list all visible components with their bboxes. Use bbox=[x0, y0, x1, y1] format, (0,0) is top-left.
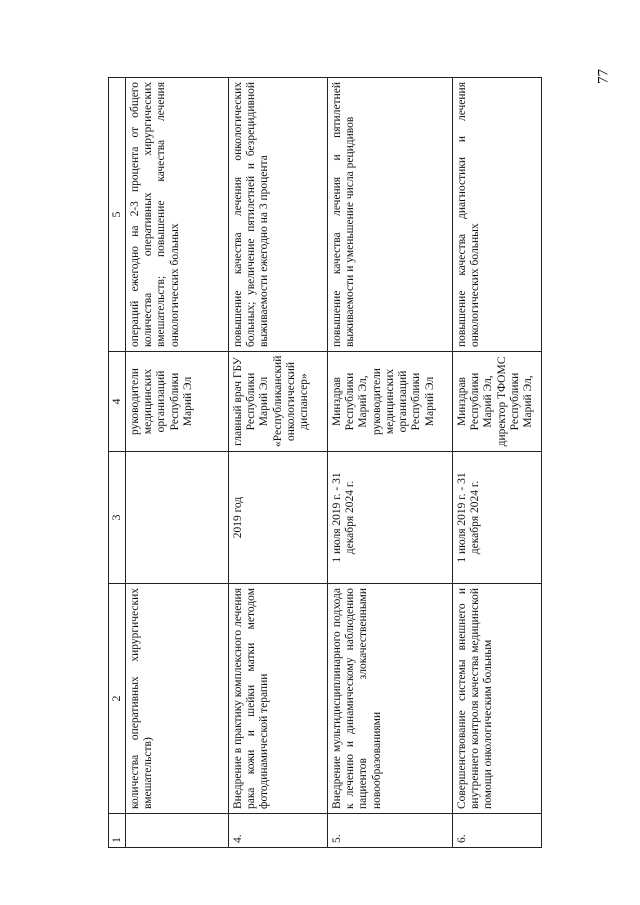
term-cell bbox=[126, 452, 229, 584]
table-row bbox=[328, 78, 453, 848]
responsible-cell: Минздрав Республики Марий Эл, руководители медицинских организаций Республики Марий Эл bbox=[328, 352, 453, 452]
activity-cell: Внедрение в практику комплексного лечения рака кожи и шейки матки методом фотодинамической терапии bbox=[229, 584, 328, 814]
activity-cell: Совершенствование системы внешнего и внутреннего контроля качества медицинской помощи онкологическим больным bbox=[453, 584, 542, 814]
header-row bbox=[109, 78, 126, 848]
term-cell: 2019 год bbox=[229, 452, 328, 584]
column-header: 1 bbox=[109, 814, 126, 848]
responsible-cell: главный врач ГБУ Республики Марий Эл «Республиканский онкологический диспансер» bbox=[229, 352, 328, 452]
result-cell: повышение качества диагностики и лечения онкологических больных bbox=[453, 78, 542, 352]
responsible-cell: Минздрав Республики Марий Эл, директор ТФОМС Республики Марий Эл, bbox=[453, 352, 542, 452]
row-number: 5. bbox=[328, 814, 453, 848]
term-cell: 1 июля 2019 г. - 31 декабря 2024 г. bbox=[453, 452, 542, 584]
row-number: 4. bbox=[229, 814, 328, 848]
column-header: 5 bbox=[109, 78, 126, 352]
column-header: 2 bbox=[109, 584, 126, 814]
term-cell: 1 июля 2019 г. - 31 декабря 2024 г. bbox=[328, 452, 453, 584]
table-row bbox=[126, 78, 229, 848]
result-cell: повышение качества лечения и пятилетней выживаемости и уменьшение числа рецидивов bbox=[328, 78, 453, 352]
responsible-cell: руководители медицинских организаций Республики Марий Эл bbox=[126, 352, 229, 452]
column-header: 3 bbox=[109, 452, 126, 584]
result-cell: повышение качества лечения онкологических больных; увеличение пятилетней и безрецидивной выживаемости ежегодно на 3 процента bbox=[229, 78, 328, 352]
result-cell: операций ежегодно на 2-3 процента от общего количества оперативных хирургических вмешательств; повышение качества лечения онкологических больных bbox=[126, 78, 229, 352]
table-row bbox=[229, 78, 328, 848]
table-row bbox=[453, 78, 542, 848]
activity-cell: количества оперативных хирургических вмешательств) bbox=[126, 584, 229, 814]
row-number bbox=[126, 814, 229, 848]
column-header: 4 bbox=[109, 352, 126, 452]
row-number: 6. bbox=[453, 814, 542, 848]
page-number: 77 bbox=[595, 69, 612, 84]
activity-cell: Внедрение мультидисциплинарного подхода к лечению и динамическому наблюдению пациентов злокачественными новообразованиями bbox=[328, 584, 453, 814]
measures-table bbox=[108, 78, 535, 848]
